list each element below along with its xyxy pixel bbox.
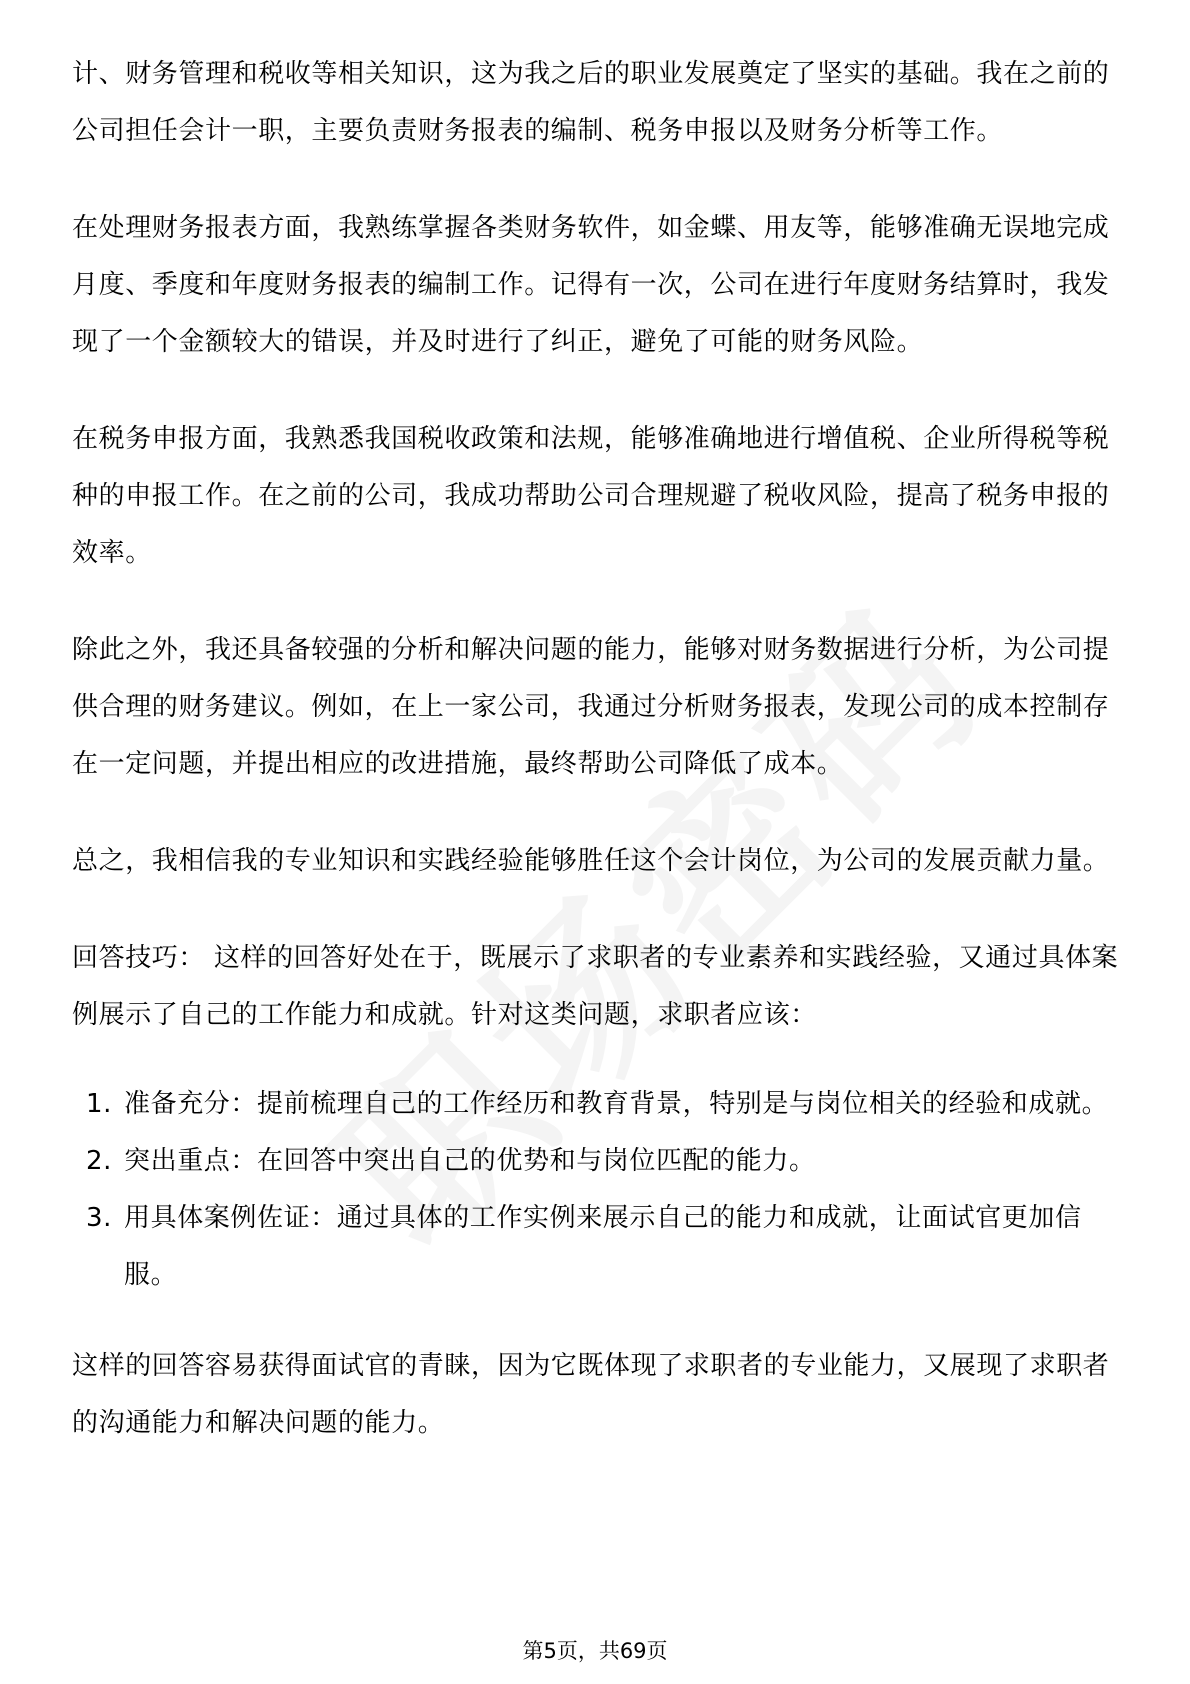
list-number: 2. — [86, 1146, 113, 1176]
list-number: 3. — [86, 1203, 113, 1233]
paragraph-tips: 回答技巧： 这样的回答好处在于，既展示了求职者的专业素养和实践经验，又通过具体案例展示了自己的工作能力和成就。针对这类问题，求职者应该： — [72, 943, 1119, 1030]
list-item — [72, 1133, 1122, 1190]
document-body — [72, 46, 1122, 1492]
paragraph-financial-reports: 在处理财务报表方面，我熟练掌握各类财务软件，如金蝶、用友等，能够准确无误地完成月度、季度和年度财务报表的编制工作。记得有一次，公司在进行年度财务结算时，我发现了一个金额较大的错误，并及时进行了纠正，避免了可能的财务风险。 — [72, 213, 1110, 357]
list-item-text: 突出重点：在回答中突出自己的优势和与岗位匹配的能力。 — [124, 1146, 816, 1176]
list-number: 1. — [86, 1089, 113, 1119]
paragraph-summary: 总之，我相信我的专业知识和实践经验能够胜任这个会计岗位，为公司的发展贡献力量。 — [72, 846, 1110, 876]
paragraph-closing: 这样的回答容易获得面试官的青睐，因为它既体现了求职者的专业能力，又展现了求职者的沟通能力和解决问题的能力。 — [72, 1351, 1110, 1438]
paragraph-analysis: 除此之外，我还具备较强的分析和解决问题的能力，能够对财务数据进行分析，为公司提供合理的财务建议。例如，在上一家公司，我通过分析财务报表，发现公司的成本控制存在一定问题，并提出相应的改进措施，最终帮助公司降低了成本。 — [72, 635, 1110, 779]
list-item-text: 准备充分：提前梳理自己的工作经历和教育背景，特别是与岗位相关的经验和成就。 — [124, 1089, 1109, 1119]
tips-list — [72, 1076, 1122, 1304]
paragraph-background: 计、财务管理和税收等相关知识，这为我之后的职业发展奠定了坚实的基础。我在之前的公司担任会计一职，主要负责财务报表的编制、税务申报以及财务分析等工作。 — [72, 59, 1110, 146]
list-item — [72, 1076, 1122, 1133]
page-number-footer: 第5页，共69页 — [522, 1639, 668, 1663]
list-item-text: 用具体案例佐证：通过具体的工作实例来展示自己的能力和成就，让面试官更加信服。 — [124, 1203, 1082, 1290]
paragraph-tax-filing: 在税务申报方面，我熟悉我国税收政策和法规，能够准确地进行增值税、企业所得税等税种的申报工作。在之前的公司，我成功帮助公司合理规避了税收风险，提高了税务申报的效率。 — [72, 424, 1110, 568]
list-item — [72, 1190, 1122, 1304]
